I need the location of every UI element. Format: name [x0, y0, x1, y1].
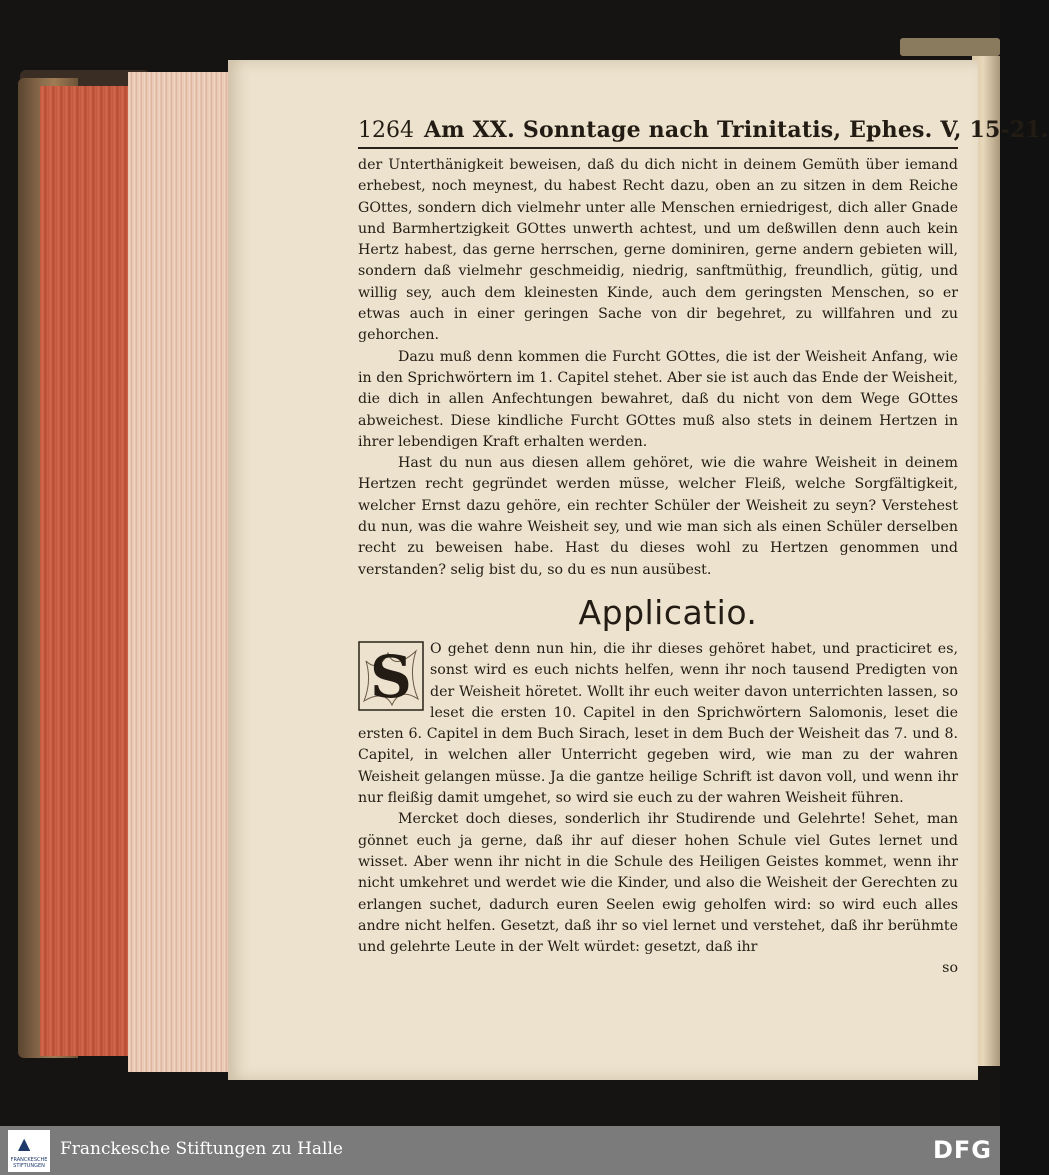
- body-text: [358, 155, 958, 958]
- franckesche-stiftungen-logo[interactable]: [8, 1130, 50, 1172]
- paragraph-last: Mercket doch dieses, sonderlich ihr Studirende und Gelehrte! Sehet, man gönnet euch ja gerne, daß ihr auf dieser hohen Schule viel Gutes lernet und wisset. Aber wenn ihr nicht in die Schule des Heiligen Geistes kommet, wenn ihr nicht umkehret und werdet wie die Kinder, und also die Weisheit der Gerechten zu erlangen suchet, dadurch euren Seelen ewig geholfen wird: so wird euch alles andre nicht helfen. Gesetzt, daß ihr so viel lernet und verstehet, daß ihr berühmte und gelehrte Leute in der Welt würdet: gesetzt, daß ihr: [358, 811, 958, 956]
- logo-text: FRANCKESCHE STIFTUNGEN: [10, 1157, 48, 1169]
- paragraph-applicatio: [358, 639, 958, 809]
- paragraph-2: Dazu muß denn kommen die Furcht GOttes, die ist der Weisheit Anfang, wie in den Sprichwörtern im 1. Capitel stehet. Aber sie ist auch das Ende der Weisheit, die dich in allen Anfechtungen bewahret, daß du nicht von dem Wege GOttes abweichest. Diese kindliche Furcht GOttes muß also stets in deinem Hertzen in ihrer lebendigen Kraft erhalten werden.: [358, 348, 958, 450]
- dfg-logo[interactable]: DFG: [932, 1136, 992, 1164]
- book-page: [228, 60, 1049, 1080]
- headband: [900, 38, 1000, 56]
- page-content: [358, 116, 1049, 978]
- page-stack-edges: [128, 72, 228, 1072]
- applicatio-text: O gehet denn nun hin, die ihr dieses gehöret habet, und practiciret es, sonst wird es euch nichts helfen, wenn ihr noch tausend Predigten von der Weisheit höretet. Wollt ihr euch weiter davon unterrichten lassen, so leset die ersten 10. Capitel in den Sprichwörtern Salomonis, leset die ersten 6. Capitel in dem Buch Sirach, leset in dem Buch der Weisheit das 7. und 8. Capitel, in welchen aller Unterricht gegeben wird, wie man zu der wahren Weisheit gelangen müsse. Ja die gantze heilige Schrift ist davon voll, und wenn ihr nur fleißig damit umgehet, so wird sie euch zu der wahren Weisheit führen.: [358, 640, 958, 807]
- running-head: [358, 116, 1049, 145]
- footer-bar: [0, 1126, 1000, 1175]
- running-head-title: Am XX. Sonntage nach Trinitatis, Ephes. V, 15-21.: [424, 117, 1049, 143]
- initial-s-ornament: [358, 641, 424, 711]
- header-rule: [358, 147, 958, 149]
- decorated-initial: [358, 641, 424, 711]
- building-icon: ▲: [18, 1134, 31, 1153]
- section-heading: Applicatio.: [578, 592, 758, 632]
- paragraph-3: Hast du nun aus diesen allem gehöret, wie die wahre Weisheit in deinem Hertzen recht gegründet werden müsse, welcher Fleiß, welche Sorgfältigkeit, welcher Ernst dazu gehöre, ein rechter Schüler der Weisheit zu seyn? Verstehest du nun, was die wahre Weisheit sey, und wie man sich als einen Schüler derselben recht zu beweisen habe. Hast du dieses wohl zu Hertzen genommen und verstanden? selig bist du, so du es nun ausübest.: [358, 455, 958, 578]
- catchword: so: [942, 960, 958, 977]
- institution-name[interactable]: Franckesche Stiftungen zu Halle: [60, 1139, 343, 1159]
- red-page-edges: [40, 86, 130, 1056]
- page-number: 1264: [358, 118, 414, 143]
- initial-letter: S: [370, 642, 412, 711]
- paragraph-1: der Unterthänigkeit beweisen, daß du dich nicht in deinem Gemüth über iemand erhebest, noch meynest, du habest Recht dazu, oben an zu sitzen in dem Reiche GOttes, sondern dich vielmehr unter alle Menschen erniedrigest, dich aller Gnade und Barmhertzigkeit GOttes unwerth achtest, und um deßwillen denn auch kein Hertz habest, das gerne herrschen, gerne dominiren, gerne andern gebieten will, sondern daß vielmehr geschmeidig, niedrig, sanftmüthig, freundlich, gütig, und willig sey, auch dem kleinesten Kinde, auch dem geringsten Menschen, so er etwas auch in einer geringen Sache von dir begehret, zu willfahren und zu gehorchen.: [358, 157, 958, 344]
